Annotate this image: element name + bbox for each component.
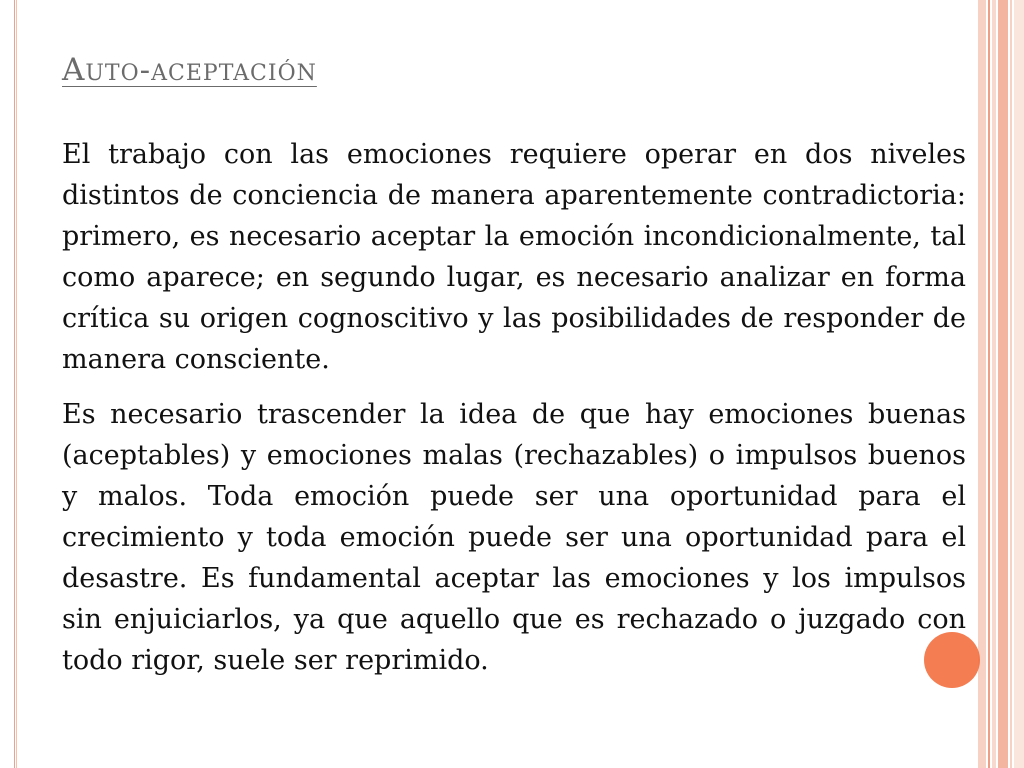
right-decorative-stripe — [998, 0, 1008, 768]
slide-title: Auto-aceptación — [62, 52, 317, 88]
right-decorative-stripe — [988, 0, 990, 768]
left-border-line — [0, 0, 15, 768]
paragraph: El trabajo con las emociones requiere operar en dos niveles distintos de conciencia de manera aparentemente contradictoria: primero, es necesario aceptar la emoción incondicionalmente, tal como aparece; en segundo lugar, es necesario analizar en forma crítica su origen cognoscitivo y las posibilidades de responder de manera consciente. — [62, 139, 966, 375]
right-decorative-stripe — [1014, 0, 1024, 768]
slide-body — [62, 134, 966, 695]
paragraph: Es necesario trascender la idea de que hay emociones buenas (aceptables) y emociones malas (rechazables) o impulsos buenos y malos. Toda emoción puede ser una oportunidad para el crecimiento y toda emoción puede ser una oportunidad para el desastre. Es fundamental aceptar las emociones y los impulsos sin enjuiciarlos, ya que aquello que es rechazado o juzgado con todo rigor, suele ser reprimido. — [62, 399, 966, 676]
left-border-inner-line — [16, 0, 17, 768]
right-decorative-stripe — [992, 0, 996, 768]
right-decorative-stripe — [1010, 0, 1012, 768]
